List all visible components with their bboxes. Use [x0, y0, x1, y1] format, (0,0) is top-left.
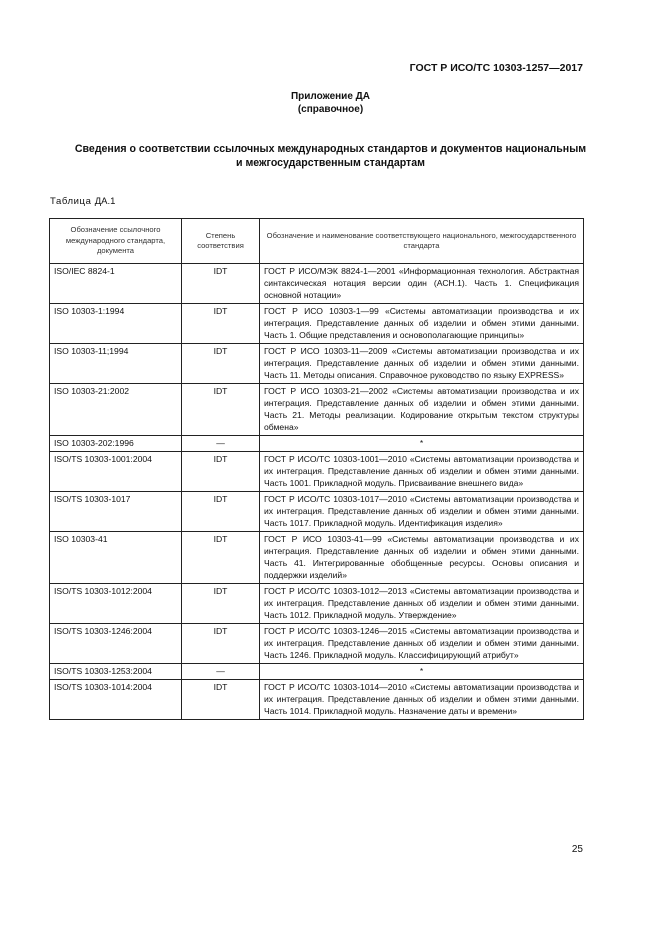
- table-label: [50, 196, 115, 207]
- reference-document-cell: ISO 10303-1:1994: [50, 304, 182, 344]
- reference-document-cell: ISO/TS 10303-1001:2004: [50, 452, 182, 492]
- section-title: [60, 142, 601, 170]
- national-standard-cell: *: [260, 436, 584, 452]
- national-standard-cell: ГОСТ Р ИСО 10303-11—2009 «Системы автоматизации производства и их интеграция. Представление данных об изделии и обмен этими данными. Часть 11. Методы описания. Справочное руководство по языку EXPRESS»: [260, 344, 584, 384]
- appendix-heading: [0, 91, 661, 116]
- national-standard-cell: ГОСТ Р ИСО 10303-1—99 «Системы автоматизации производства и их интеграция. Представление данных об изделии и обмен этими данными. Часть 1. Общие представления и основополагающие принципы»: [260, 304, 584, 344]
- table-row: [50, 452, 584, 492]
- reference-document-cell: ISO/TS 10303-1012:2004: [50, 584, 182, 624]
- national-standard-cell: ГОСТ Р ИСО 10303-41—99 «Системы автоматизации производства и их интеграция. Представление данных об изделии и обмен этими данными. Часть 41. Интегрированные обобщенные ресурсы. Основы описания и поддержки изделий»: [260, 532, 584, 584]
- conformity-degree-cell: IDT: [182, 584, 260, 624]
- table-row: [50, 492, 584, 532]
- conformity-degree-cell: IDT: [182, 384, 260, 436]
- header-document: Обозначение ссылочного международного стандарта, документа: [50, 219, 182, 264]
- reference-document-cell: ISO/TS 10303-1014:2004: [50, 680, 182, 720]
- table-label-prefix: Таблица: [50, 196, 92, 207]
- conformity-degree-cell: IDT: [182, 624, 260, 664]
- national-standard-cell: ГОСТ Р ИСО 10303-21—2002 «Системы автоматизации производства и их интеграция. Представление данных об изделии и обмен этими данными. Часть 21. Методы реализации. Кодирование открытым текстом структуры обмена»: [260, 384, 584, 436]
- table-header-row: [50, 219, 584, 264]
- section-title-line-1: Сведения о соответствии ссылочных международных стандартов и документов национальным: [74, 143, 587, 155]
- table-label-number: ДА.1: [94, 196, 116, 207]
- table-row: [50, 584, 584, 624]
- national-standard-cell: ГОСТ Р ИСО/МЭК 8824-1—2001 «Информационная технология. Абстрактная синтаксическая нотация версии один (АСН.1). Часть 1. Спецификация основной нотации»: [260, 264, 584, 304]
- table-row: [50, 532, 584, 584]
- appendix-title: Приложение ДА: [290, 91, 371, 102]
- table-row: [50, 680, 584, 720]
- reference-document-cell: ISO 10303-21:2002: [50, 384, 182, 436]
- national-standard-cell: *: [260, 664, 584, 680]
- header-degree: Степень соответствия: [182, 219, 260, 264]
- references-table: [49, 218, 584, 720]
- national-standard-cell: ГОСТ Р ИСО/ТС 10303-1014—2010 «Системы автоматизации производства и их интеграция. Представление данных об изделии и обмен этими данными. Часть 1014. Прикладной модуль. Назначение даты и времени»: [260, 680, 584, 720]
- national-standard-cell: ГОСТ Р ИСО/ТС 10303-1246—2015 «Системы автоматизации производства и их интеграция. Представление данных об изделии и обмен этими данными. Часть 1246. Прикладной модуль. Классифицирующий атрибут»: [260, 624, 584, 664]
- table-body: [50, 264, 584, 720]
- standard-code-header: ГОСТ Р ИСО/ТС 10303-1257—2017: [409, 62, 583, 74]
- reference-document-cell: ISO 10303-202:1996: [50, 436, 182, 452]
- conformity-degree-cell: IDT: [182, 452, 260, 492]
- conformity-degree-cell: —: [182, 436, 260, 452]
- table-row: [50, 664, 584, 680]
- conformity-degree-cell: IDT: [182, 492, 260, 532]
- header-national-standard: Обозначение и наименование соответствующего национального, межгосударственного стандарта: [260, 219, 584, 264]
- conformity-degree-cell: IDT: [182, 304, 260, 344]
- table-row: [50, 304, 584, 344]
- reference-document-cell: ISO/TS 10303-1246:2004: [50, 624, 182, 664]
- page-number: 25: [571, 844, 583, 855]
- table-row: [50, 624, 584, 664]
- appendix-subtitle: (справочное): [297, 103, 364, 115]
- reference-document-cell: ISO 10303-41: [50, 532, 182, 584]
- conformity-degree-cell: IDT: [182, 264, 260, 304]
- reference-document-cell: ISO/IEC 8824-1: [50, 264, 182, 304]
- conformity-degree-cell: —: [182, 664, 260, 680]
- table-row: [50, 436, 584, 452]
- national-standard-cell: ГОСТ Р ИСО/ТС 10303-1017—2010 «Системы автоматизации производства и их интеграция. Представление данных об изделии и обмен этими данными. Часть 1017. Прикладной модуль. Идентификация изделия»: [260, 492, 584, 532]
- table-row: [50, 344, 584, 384]
- conformity-degree-cell: IDT: [182, 532, 260, 584]
- section-title-line-2: и межгосударственным стандартам: [236, 157, 425, 169]
- reference-document-cell: ISO 10303-11;1994: [50, 344, 182, 384]
- reference-document-cell: ISO/TS 10303-1017: [50, 492, 182, 532]
- national-standard-cell: ГОСТ Р ИСО/ТС 10303-1001—2010 «Системы автоматизации производства и их интеграция. Представление данных об изделии и обмен этими данными. Часть 1001. Прикладной модуль. Присваивание внешнего вида»: [260, 452, 584, 492]
- conformity-degree-cell: IDT: [182, 344, 260, 384]
- table-row: [50, 384, 584, 436]
- reference-document-cell: ISO/TS 10303-1253:2004: [50, 664, 182, 680]
- conformity-degree-cell: IDT: [182, 680, 260, 720]
- national-standard-cell: ГОСТ Р ИСО/ТС 10303-1012—2013 «Системы автоматизации производства и их интеграция. Представление данных об изделии и обмен этими данными. Часть 1012. Прикладной модуль. Утверждение»: [260, 584, 584, 624]
- table-row: [50, 264, 584, 304]
